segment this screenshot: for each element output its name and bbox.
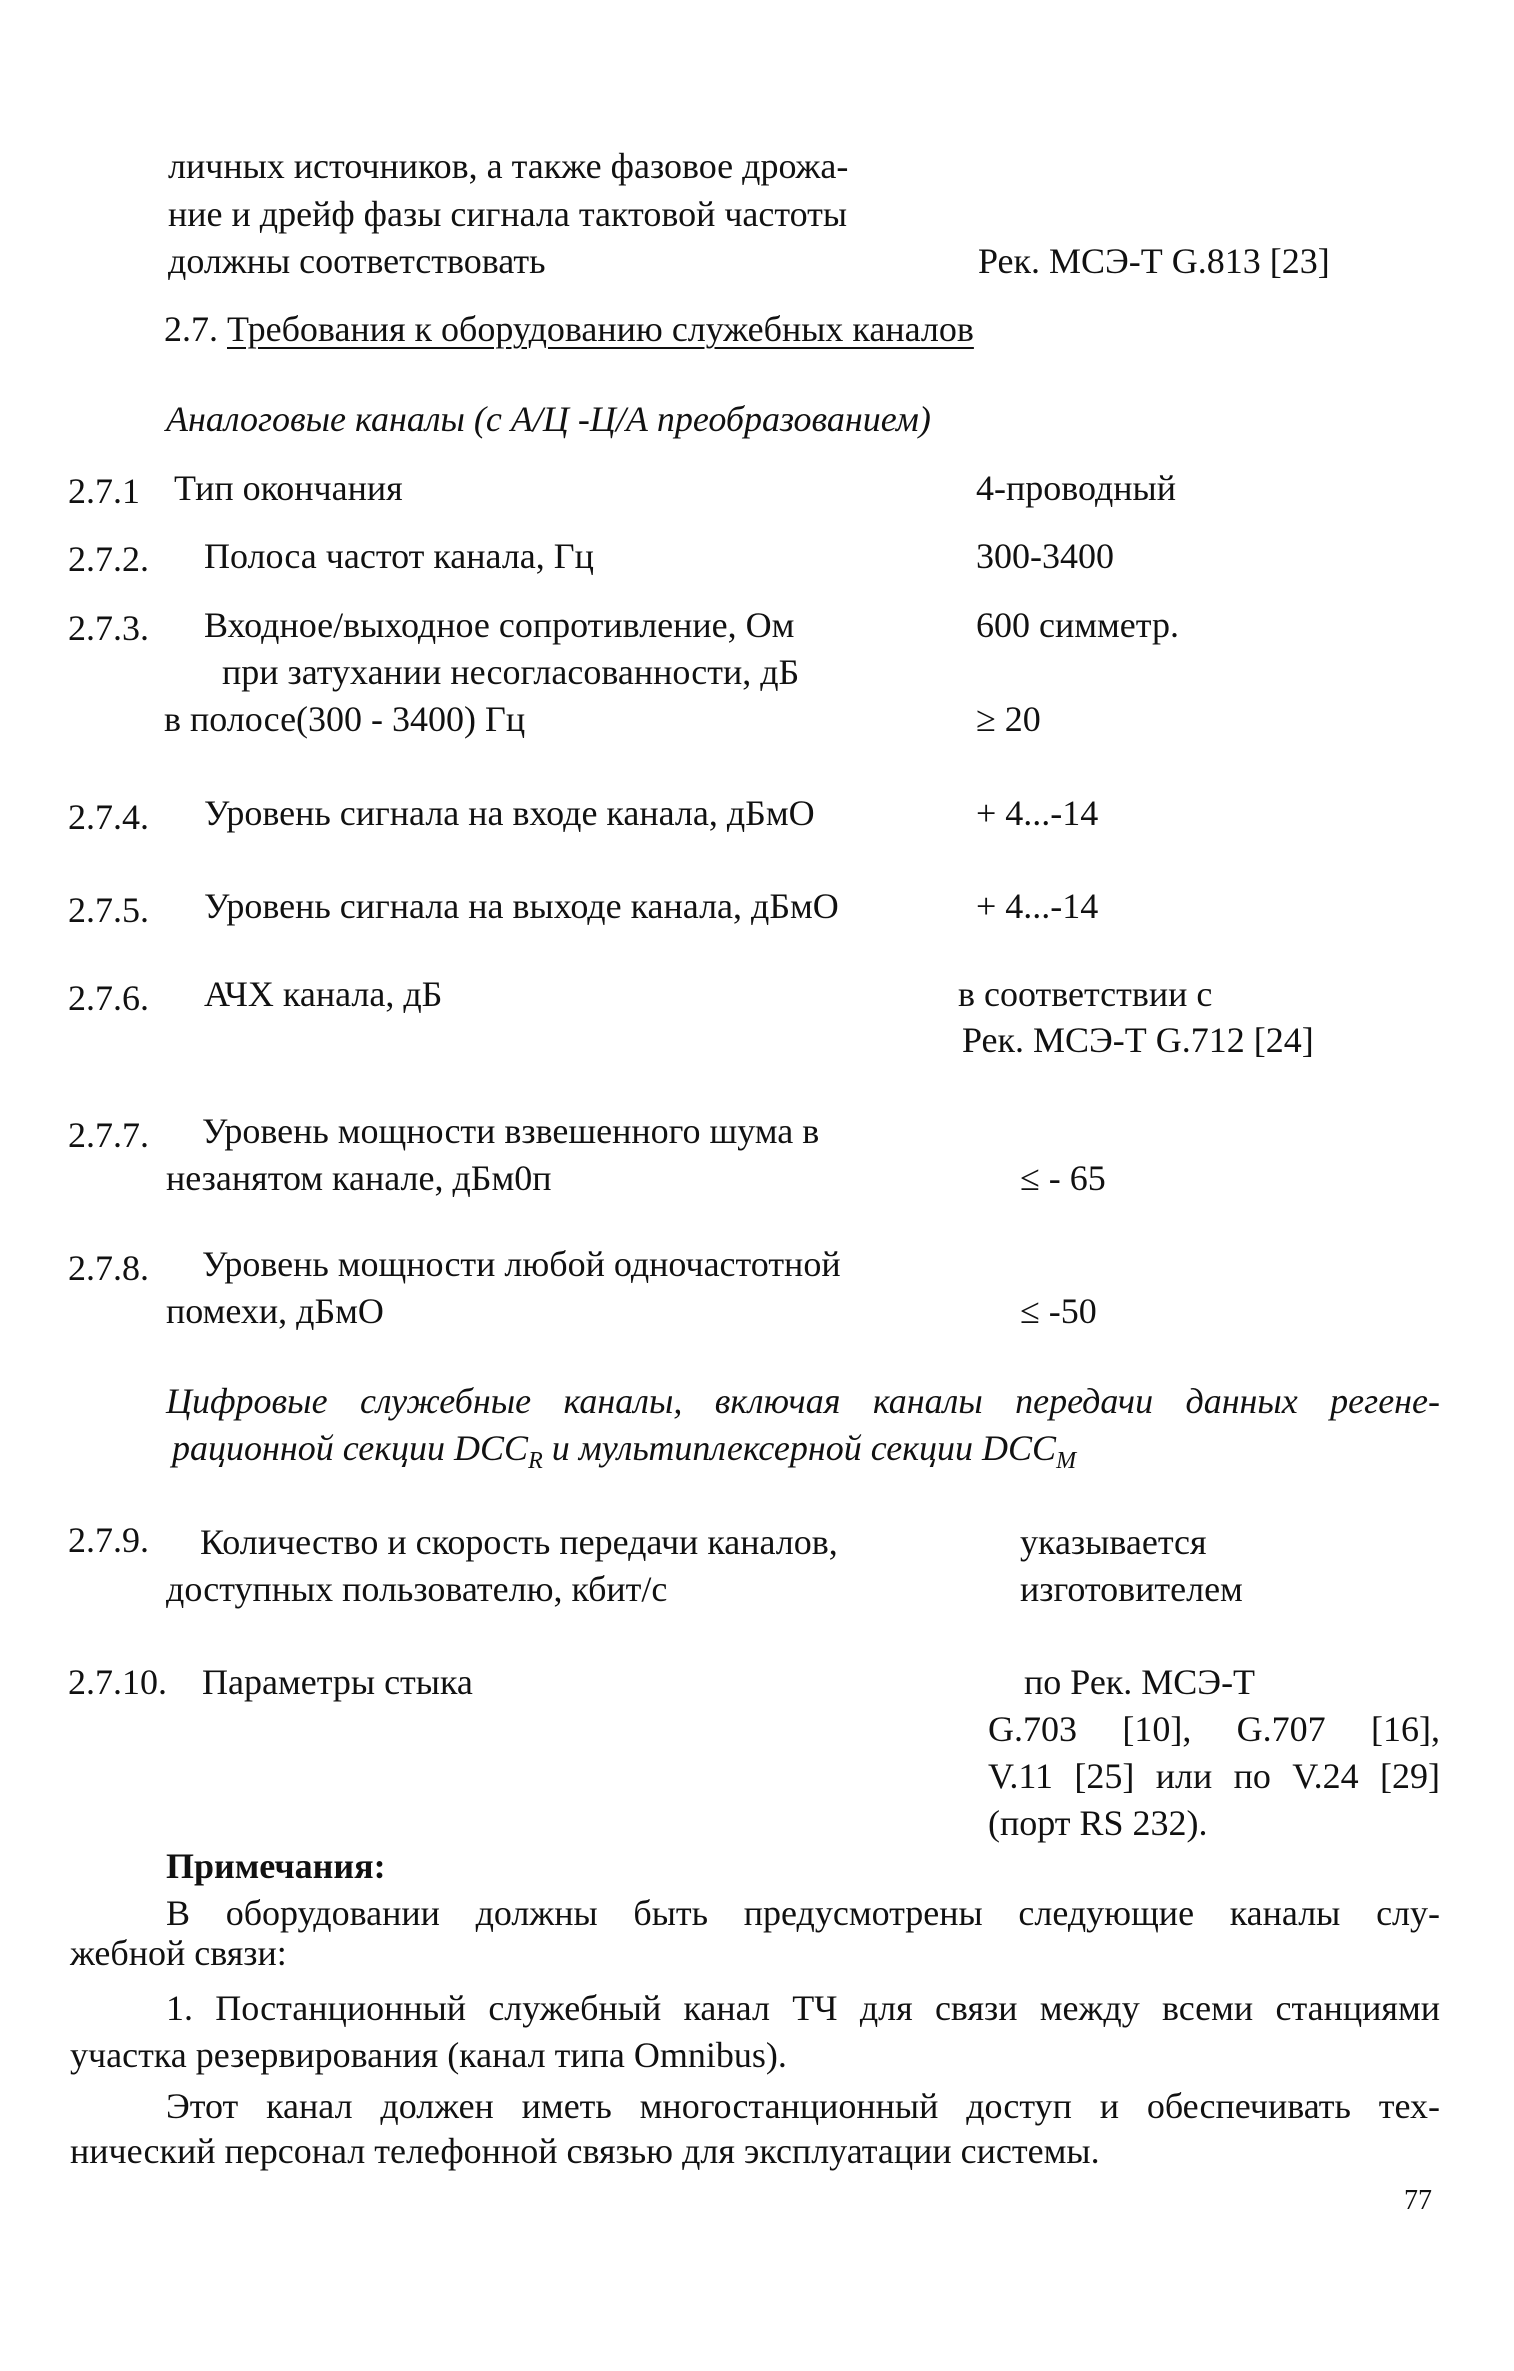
item-number: 2.7.4. — [68, 797, 149, 837]
item-value: G.703 [10], G.707 [16], — [988, 1709, 1440, 1749]
digital-channels-heading-line-2: рационной секции $DCC_R$ и мультиплексерной секции $DCC_M$ — [172, 1428, 1077, 1475]
notes-paragraph-3-line-1: Этот канал должен иметь многостанционный доступ и обеспечивать тех- — [166, 2086, 1440, 2126]
intro-line-3: должны соответствовать — [168, 241, 546, 281]
notes-paragraph-1-line-1: В оборудовании должны быть предусмотрены следующие каналы слу- — [166, 1893, 1440, 1933]
item-number: 2.7.2. — [68, 539, 149, 579]
item-value: 600 симметр. — [976, 605, 1179, 645]
item-number: 2.7.3. — [68, 608, 149, 648]
item-value: 4-проводный — [976, 468, 1177, 508]
section-heading — [164, 306, 974, 352]
notes-title: Примечания: — [166, 1846, 386, 1886]
analog-channels-heading: Аналоговые каналы (с А/Ц -Ц/А преобразованием) — [166, 399, 931, 439]
section-title: Требования к оборудованию служебных каналов — [227, 309, 974, 349]
item-value: указывается — [1020, 1522, 1207, 1562]
notes-paragraph-2-line-1: 1. Постанционный служебный канал ТЧ для связи между всеми станциями — [166, 1988, 1440, 2028]
notes-paragraph-3-line-2: нический персонал телефонной связью для эксплуатации системы. — [70, 2131, 1100, 2171]
item-number: 2.7.7. — [68, 1115, 149, 1155]
item-label: Полоса частот канала, Гц — [204, 536, 594, 576]
item-value: в соответствии с — [958, 974, 1213, 1014]
item-value: ≥ 20 — [976, 699, 1041, 739]
item-label: Входное/выходное сопротивление, Ом — [204, 605, 795, 645]
intro-line-1: личных источников, а также фазовое дрожа- — [168, 146, 849, 186]
item-label: Уровень мощности любой одночастотной — [202, 1244, 841, 1284]
item-label: в полосе(300 - 3400) Гц — [164, 699, 526, 739]
notes-paragraph-2-line-2: участка резервирования (канал типа Omnibus). — [70, 2035, 787, 2075]
item-label: доступных пользователю, кбит/с — [166, 1569, 668, 1609]
item-label: при затухании несогласованности, дБ — [222, 652, 800, 692]
item-value: + 4...-14 — [976, 886, 1099, 926]
item-label: помехи, дБмО — [166, 1291, 384, 1331]
intro-reference: Рек. МСЭ-Т G.813 [23] — [978, 241, 1330, 281]
intro-line-2: ние и дрейф фазы сигнала тактовой частоты — [168, 194, 848, 234]
item-value: + 4...-14 — [976, 793, 1099, 833]
item-label: незанятом канале, дБм0п — [166, 1158, 552, 1198]
item-label: Уровень мощности взвешенного шума в — [202, 1111, 820, 1151]
item-value: (порт RS 232). — [988, 1803, 1208, 1843]
digital-channels-heading-line-1: Цифровые служебные каналы, включая каналы передачи данных регене- — [166, 1381, 1440, 1421]
item-value: по Рек. МСЭ-Т — [1024, 1662, 1256, 1702]
item-label: Уровень сигнала на входе канала, дБмО — [204, 793, 815, 833]
item-value: ≤ -50 — [1020, 1291, 1097, 1331]
item-label: Уровень сигнала на выходе канала, дБмО — [204, 886, 839, 926]
notes-paragraph-1-line-2: жебной связи: — [70, 1933, 287, 1973]
item-label: Параметры стыка — [202, 1662, 473, 1702]
item-number: 2.7.10. — [68, 1662, 167, 1702]
item-value: V.11 [25] или по V.24 [29] — [988, 1756, 1440, 1796]
item-label: Тип окончания — [174, 468, 403, 508]
item-value: 300-3400 — [976, 536, 1114, 576]
item-number: 2.7.5. — [68, 890, 149, 930]
item-label: Количество и скорость передачи каналов, — [200, 1522, 838, 1562]
item-number: 2.7.1 — [68, 471, 140, 511]
section-number: 2.7. — [164, 309, 218, 349]
item-number: 2.7.9. — [68, 1520, 149, 1560]
item-label: АЧХ канала, дБ — [204, 974, 443, 1014]
item-number: 2.7.6. — [68, 978, 149, 1018]
page-number: 77 — [1404, 2185, 1432, 2216]
item-value: изготовителем — [1020, 1569, 1243, 1609]
item-value: Рек. МСЭ-Т G.712 [24] — [962, 1020, 1314, 1060]
item-value: ≤ - 65 — [1020, 1158, 1106, 1198]
item-number: 2.7.8. — [68, 1248, 149, 1288]
